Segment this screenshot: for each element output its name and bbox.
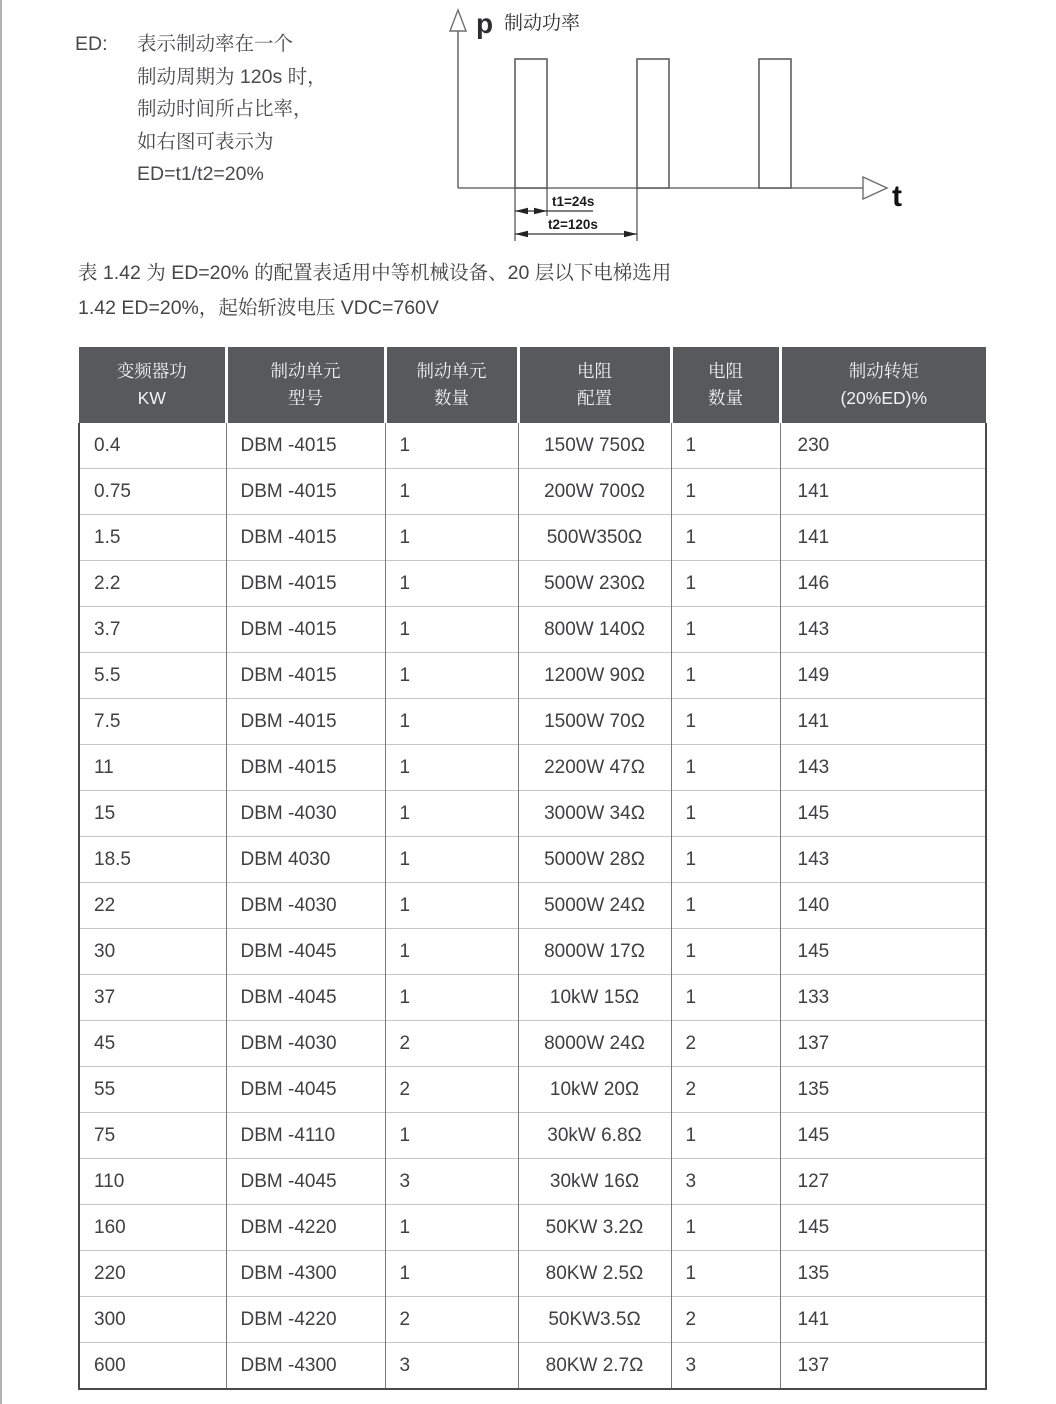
cell-inverter-kw: 160 bbox=[79, 1205, 226, 1251]
cell-unit-model: DBM -4015 bbox=[226, 423, 385, 469]
cell-resistor-config: 30kW 6.8Ω bbox=[518, 1113, 671, 1159]
cell-brake-torque: 137 bbox=[780, 1021, 986, 1067]
ed-note-line: ED=t1/t2=20% bbox=[137, 163, 264, 186]
cell-unit-model: DBM -4015 bbox=[226, 745, 385, 791]
table-row bbox=[79, 975, 986, 1021]
y-axis-symbol: p bbox=[476, 8, 494, 39]
cell-unit-qty: 1 bbox=[385, 1205, 518, 1251]
cell-resistor-config: 10kW 20Ω bbox=[518, 1067, 671, 1113]
cell-inverter-kw: 110 bbox=[79, 1159, 226, 1205]
cell-unit-qty: 1 bbox=[385, 975, 518, 1021]
cell-resistor-qty: 1 bbox=[671, 791, 780, 837]
pulse-3 bbox=[759, 59, 791, 188]
intro-line-1: 表 1.42 为 ED=20% 的配置表适用中等机械设备、20 层以下电梯选用 bbox=[78, 262, 672, 284]
cell-unit-model: DBM -4110 bbox=[226, 1113, 385, 1159]
cell-resistor-qty: 2 bbox=[671, 1021, 780, 1067]
cell-resistor-qty: 1 bbox=[671, 1113, 780, 1159]
cell-resistor-qty: 1 bbox=[671, 975, 780, 1021]
cell-unit-model: DBM -4300 bbox=[226, 1251, 385, 1297]
dim-arrow-icon bbox=[515, 231, 528, 237]
cell-inverter-kw: 18.5 bbox=[79, 837, 226, 883]
cell-unit-qty: 1 bbox=[385, 469, 518, 515]
table-row bbox=[79, 1297, 986, 1343]
ed-note-line: 制动时间所占比率， bbox=[137, 98, 313, 121]
header-resistor-qty: 电阻 数量 bbox=[671, 347, 780, 423]
cell-brake-torque: 135 bbox=[780, 1251, 986, 1297]
cell-unit-qty: 1 bbox=[385, 515, 518, 561]
cell-inverter-kw: 55 bbox=[79, 1067, 226, 1113]
ed-note-lines bbox=[137, 28, 327, 191]
cell-resistor-config: 500W 230Ω bbox=[518, 561, 671, 607]
table-row bbox=[79, 469, 986, 515]
cell-unit-model: DBM -4045 bbox=[226, 975, 385, 1021]
cell-brake-torque: 145 bbox=[780, 791, 986, 837]
cell-unit-qty: 1 bbox=[385, 745, 518, 791]
cell-resistor-qty: 1 bbox=[671, 883, 780, 929]
cell-unit-model: DBM -4015 bbox=[226, 653, 385, 699]
table-row bbox=[79, 1067, 986, 1113]
cell-unit-qty: 1 bbox=[385, 1251, 518, 1297]
cell-inverter-kw: 15 bbox=[79, 791, 226, 837]
table-row bbox=[79, 423, 986, 469]
cell-unit-qty: 1 bbox=[385, 607, 518, 653]
header-inverter-kw: 变频器功 KW bbox=[79, 347, 226, 423]
table-row bbox=[79, 1159, 986, 1205]
cell-resistor-config: 2200W 47Ω bbox=[518, 745, 671, 791]
cell-brake-torque: 141 bbox=[780, 515, 986, 561]
cell-inverter-kw: 30 bbox=[79, 929, 226, 975]
table-row bbox=[79, 699, 986, 745]
cell-inverter-kw: 75 bbox=[79, 1113, 226, 1159]
cell-inverter-kw: 300 bbox=[79, 1297, 226, 1343]
cell-resistor-config: 5000W 24Ω bbox=[518, 883, 671, 929]
table-row bbox=[79, 791, 986, 837]
table-row bbox=[79, 1251, 986, 1297]
cell-resistor-config: 3000W 34Ω bbox=[518, 791, 671, 837]
dim-arrow-icon bbox=[515, 208, 528, 214]
cell-resistor-qty: 3 bbox=[671, 1159, 780, 1205]
cell-unit-model: DBM -4220 bbox=[226, 1205, 385, 1251]
cell-resistor-qty: 1 bbox=[671, 745, 780, 791]
cell-resistor-config: 1200W 90Ω bbox=[518, 653, 671, 699]
cell-unit-qty: 3 bbox=[385, 1159, 518, 1205]
cell-brake-torque: 143 bbox=[780, 745, 986, 791]
cell-resistor-config: 30kW 16Ω bbox=[518, 1159, 671, 1205]
cell-resistor-config: 5000W 28Ω bbox=[518, 837, 671, 883]
cell-unit-qty: 1 bbox=[385, 653, 518, 699]
cell-unit-model: DBM -4045 bbox=[226, 1067, 385, 1113]
ed-note-line: 制动周期为 120s 时， bbox=[137, 65, 327, 88]
x-axis-arrow-icon bbox=[863, 177, 887, 199]
cell-inverter-kw: 0.4 bbox=[79, 423, 226, 469]
table-row bbox=[79, 883, 986, 929]
cell-brake-torque: 127 bbox=[780, 1159, 986, 1205]
table-row bbox=[79, 1021, 986, 1067]
table-row bbox=[79, 607, 986, 653]
cell-resistor-config: 80KW 2.5Ω bbox=[518, 1251, 671, 1297]
table-intro bbox=[78, 256, 671, 326]
cell-brake-torque: 143 bbox=[780, 837, 986, 883]
cell-unit-model: DBM -4015 bbox=[226, 561, 385, 607]
brake-power-waveform-diagram bbox=[430, 0, 945, 252]
cell-unit-model: DBM -4045 bbox=[226, 1159, 385, 1205]
cell-brake-torque: 141 bbox=[780, 469, 986, 515]
cell-brake-torque: 145 bbox=[780, 929, 986, 975]
cell-resistor-qty: 1 bbox=[671, 469, 780, 515]
cell-resistor-config: 800W 140Ω bbox=[518, 607, 671, 653]
cell-brake-torque: 145 bbox=[780, 1113, 986, 1159]
t1-dimension-label: t1=24s bbox=[552, 194, 595, 209]
ed-note-line: 表示制动率在一个 bbox=[137, 33, 294, 55]
cell-inverter-kw: 5.5 bbox=[79, 653, 226, 699]
ed-note-label: ED: bbox=[75, 33, 108, 55]
cell-resistor-qty: 2 bbox=[671, 1067, 780, 1113]
cell-brake-torque: 140 bbox=[780, 883, 986, 929]
table-row bbox=[79, 929, 986, 975]
cell-unit-qty: 1 bbox=[385, 423, 518, 469]
table-row bbox=[79, 1113, 986, 1159]
cell-resistor-qty: 2 bbox=[671, 1297, 780, 1343]
cell-resistor-qty: 1 bbox=[671, 607, 780, 653]
cell-unit-model: DBM -4030 bbox=[226, 883, 385, 929]
cell-resistor-config: 80KW 2.7Ω bbox=[518, 1343, 671, 1390]
cell-unit-model: DBM -4015 bbox=[226, 607, 385, 653]
ed-note-line: 如右图可表示为 bbox=[137, 130, 274, 153]
header-row bbox=[79, 347, 986, 423]
cell-brake-torque: 143 bbox=[780, 607, 986, 653]
cell-resistor-config: 50KW3.5Ω bbox=[518, 1297, 671, 1343]
cell-resistor-qty: 1 bbox=[671, 929, 780, 975]
cell-unit-qty: 2 bbox=[385, 1297, 518, 1343]
cell-unit-model: DBM -4015 bbox=[226, 469, 385, 515]
cell-resistor-config: 1500W 70Ω bbox=[518, 699, 671, 745]
cell-unit-qty: 1 bbox=[385, 929, 518, 975]
cell-resistor-config: 8000W 17Ω bbox=[518, 929, 671, 975]
cell-unit-model: DBM -4045 bbox=[226, 929, 385, 975]
cell-resistor-config: 50KW 3.2Ω bbox=[518, 1205, 671, 1251]
x-axis-label: t bbox=[892, 180, 902, 213]
cell-resistor-qty: 1 bbox=[671, 515, 780, 561]
cell-brake-torque: 149 bbox=[780, 653, 986, 699]
cell-unit-qty: 1 bbox=[385, 791, 518, 837]
table-row bbox=[79, 515, 986, 561]
table-row bbox=[79, 745, 986, 791]
y-axis-label: 制动功率 bbox=[504, 13, 581, 34]
cell-resistor-qty: 1 bbox=[671, 423, 780, 469]
cell-unit-model: DBM -4300 bbox=[226, 1343, 385, 1390]
header-resistor-config: 电阻 配置 bbox=[518, 347, 671, 423]
cell-unit-model: DBM -4015 bbox=[226, 699, 385, 745]
cell-inverter-kw: 2.2 bbox=[79, 561, 226, 607]
cell-unit-qty: 2 bbox=[385, 1067, 518, 1113]
cell-unit-qty: 1 bbox=[385, 561, 518, 607]
cell-brake-torque: 141 bbox=[780, 1297, 986, 1343]
cell-unit-qty: 3 bbox=[385, 1343, 518, 1390]
cell-unit-qty: 1 bbox=[385, 1113, 518, 1159]
cell-unit-qty: 1 bbox=[385, 699, 518, 745]
y-axis-arrow-icon bbox=[450, 10, 466, 31]
t2-dimension-label: t2=120s bbox=[548, 217, 598, 232]
cell-inverter-kw: 22 bbox=[79, 883, 226, 929]
ed-note bbox=[75, 28, 327, 191]
cell-inverter-kw: 1.5 bbox=[79, 515, 226, 561]
cell-unit-model: DBM -4030 bbox=[226, 1021, 385, 1067]
cell-inverter-kw: 220 bbox=[79, 1251, 226, 1297]
cell-unit-qty: 2 bbox=[385, 1021, 518, 1067]
table-header bbox=[79, 347, 986, 423]
cell-brake-torque: 133 bbox=[780, 975, 986, 1021]
cell-inverter-kw: 600 bbox=[79, 1343, 226, 1390]
cell-inverter-kw: 0.75 bbox=[79, 469, 226, 515]
cell-unit-model: DBM -4220 bbox=[226, 1297, 385, 1343]
cell-resistor-config: 10kW 15Ω bbox=[518, 975, 671, 1021]
cell-resistor-qty: 1 bbox=[671, 699, 780, 745]
dim-arrow-icon bbox=[534, 208, 547, 214]
cell-brake-torque: 137 bbox=[780, 1343, 986, 1390]
cell-brake-torque: 145 bbox=[780, 1205, 986, 1251]
cell-brake-torque: 135 bbox=[780, 1067, 986, 1113]
intro-line-2: 1.42 ED=20%，起始斩波电压 VDC=760V bbox=[78, 297, 439, 319]
table-row bbox=[79, 1343, 986, 1390]
table-row bbox=[79, 1205, 986, 1251]
cell-inverter-kw: 45 bbox=[79, 1021, 226, 1067]
header-unit-qty: 制动单元 数量 bbox=[385, 347, 518, 423]
cell-unit-model: DBM 4030 bbox=[226, 837, 385, 883]
pulse-2 bbox=[637, 59, 669, 188]
header-brake-torque: 制动转矩 (20%ED)% bbox=[780, 347, 986, 423]
cell-resistor-qty: 3 bbox=[671, 1343, 780, 1390]
cell-resistor-qty: 1 bbox=[671, 653, 780, 699]
brake-config-table bbox=[78, 347, 987, 1390]
cell-unit-model: DBM -4030 bbox=[226, 791, 385, 837]
cell-inverter-kw: 7.5 bbox=[79, 699, 226, 745]
cell-resistor-qty: 1 bbox=[671, 1205, 780, 1251]
cell-inverter-kw: 37 bbox=[79, 975, 226, 1021]
cell-resistor-config: 8000W 24Ω bbox=[518, 1021, 671, 1067]
table-row bbox=[79, 561, 986, 607]
dim-arrow-icon bbox=[624, 231, 637, 237]
table-body bbox=[79, 423, 986, 1389]
pulse-1 bbox=[515, 59, 547, 188]
header-unit-model: 制动单元 型号 bbox=[226, 347, 385, 423]
cell-resistor-qty: 1 bbox=[671, 1251, 780, 1297]
cell-resistor-qty: 1 bbox=[671, 561, 780, 607]
cell-inverter-kw: 3.7 bbox=[79, 607, 226, 653]
cell-brake-torque: 141 bbox=[780, 699, 986, 745]
cell-brake-torque: 146 bbox=[780, 561, 986, 607]
cell-resistor-config: 200W 700Ω bbox=[518, 469, 671, 515]
cell-resistor-config: 500W350Ω bbox=[518, 515, 671, 561]
cell-brake-torque: 230 bbox=[780, 423, 986, 469]
cell-unit-model: DBM -4015 bbox=[226, 515, 385, 561]
cell-unit-qty: 1 bbox=[385, 883, 518, 929]
cell-unit-qty: 1 bbox=[385, 837, 518, 883]
cell-resistor-config: 150W 750Ω bbox=[518, 423, 671, 469]
cell-inverter-kw: 11 bbox=[79, 745, 226, 791]
table-row bbox=[79, 653, 986, 699]
cell-resistor-qty: 1 bbox=[671, 837, 780, 883]
table-row bbox=[79, 837, 986, 883]
